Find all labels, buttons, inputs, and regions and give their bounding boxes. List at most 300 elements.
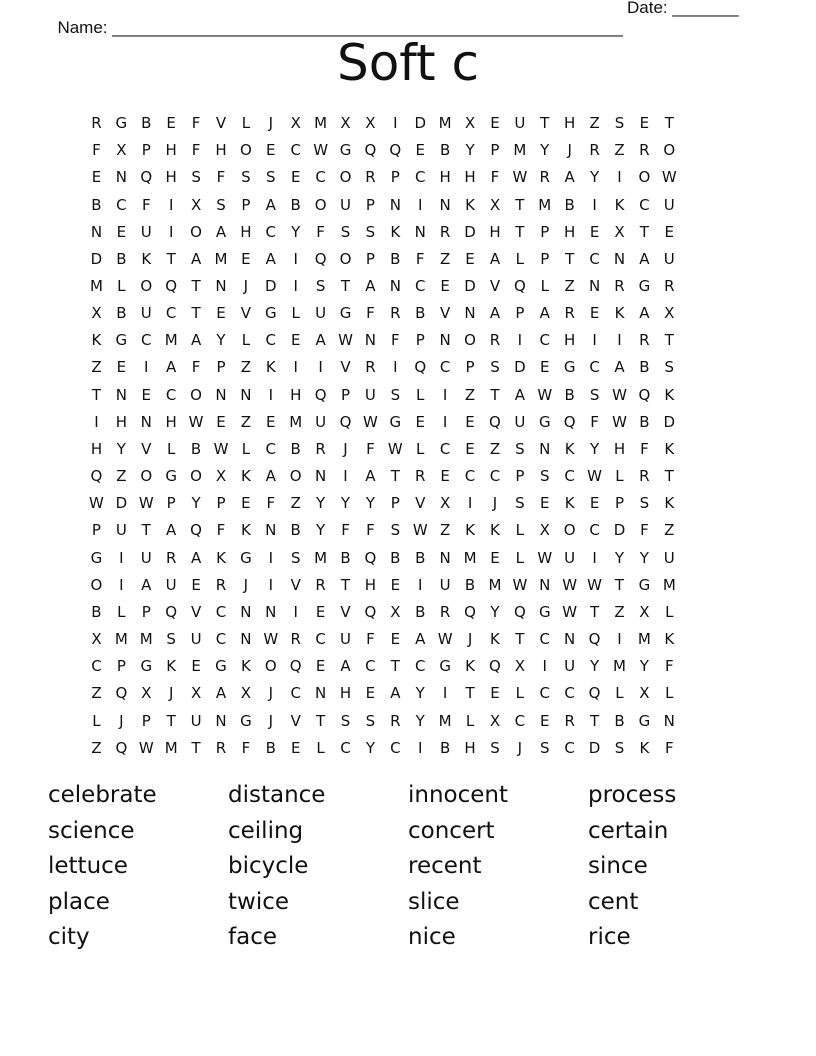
grid-letter: Q: [115, 738, 128, 757]
grid-letter: G: [140, 657, 153, 676]
grid-letter: N: [414, 222, 426, 241]
grid-letter: U: [340, 195, 351, 214]
grid-letter: V: [415, 494, 426, 513]
grid-letter: B: [190, 439, 202, 458]
grid-letter: M: [513, 141, 527, 160]
grid-letter: J: [119, 711, 124, 730]
grid-letter: Q: [364, 602, 377, 621]
grid-letter: B: [141, 114, 152, 133]
grid-letter: E: [365, 684, 376, 703]
grid-letter: I: [268, 548, 274, 567]
grid-letter: C: [539, 630, 550, 649]
grid-letter: T: [515, 222, 525, 241]
grid-letter: Q: [314, 385, 327, 404]
grid-letter: F: [366, 439, 375, 458]
grid-letter: A: [564, 168, 575, 187]
grid-letter: P: [116, 657, 126, 676]
grid-letter: R: [415, 467, 426, 486]
grid-letter: I: [393, 358, 398, 377]
grid-letter: O: [264, 657, 277, 676]
grid-letter: N: [439, 195, 451, 214]
grid-letter: X: [141, 684, 152, 703]
grid-letter: J: [168, 684, 174, 703]
grid-letter: F: [640, 439, 649, 458]
grid-letter: L: [166, 439, 176, 458]
grid-row: [84, 219, 732, 246]
grid-letter: K: [614, 304, 625, 323]
grid-letter: C: [315, 168, 326, 187]
grid-letter: U: [439, 575, 451, 594]
grid-letter: S: [515, 439, 525, 458]
grid-letter: M: [637, 630, 651, 649]
grid-letter: X: [639, 602, 650, 621]
grid-letter: H: [240, 222, 252, 241]
grid-letter: B: [439, 141, 451, 160]
grid-letter: R: [390, 304, 401, 323]
grid-letter: B: [415, 304, 426, 323]
grid-letter: C: [215, 630, 227, 649]
grid-row: [84, 572, 732, 599]
grid-letter: S: [639, 494, 650, 513]
grid-letter: B: [290, 439, 301, 458]
grid-letter: A: [166, 358, 177, 377]
grid-letter: A: [215, 684, 227, 703]
grid-letter: P: [390, 168, 400, 187]
grid-letter: K: [564, 494, 575, 513]
grid-letter: J: [243, 277, 249, 296]
grid-letter: C: [589, 358, 600, 377]
grid-letter: W: [313, 141, 329, 160]
grid-letter: H: [290, 385, 302, 404]
grid-letter: W: [138, 738, 154, 757]
grid-letter: O: [190, 222, 202, 241]
grid-letter: A: [639, 249, 650, 268]
grid-letter: K: [664, 630, 675, 649]
grid-letter: N: [140, 412, 152, 431]
grid-letter: G: [638, 575, 651, 594]
grid-letter: B: [91, 195, 102, 214]
grid-letter: B: [415, 548, 426, 567]
word-bank-item: science: [48, 817, 135, 844]
grid-letter: X: [116, 141, 127, 160]
grid-letter: E: [91, 168, 102, 187]
grid-letter: E: [540, 711, 550, 730]
grid-letter: E: [191, 657, 201, 676]
grid-letter: W: [338, 331, 353, 350]
grid-letter: R: [215, 738, 227, 757]
grid-letter: L: [416, 385, 425, 404]
grid-row: [84, 164, 732, 191]
grid-letter: E: [166, 114, 176, 133]
grid-letter: E: [216, 304, 226, 323]
grid-letter: S: [390, 521, 401, 540]
grid-letter: S: [191, 168, 201, 187]
grid-letter: I: [542, 657, 547, 676]
grid-letter: C: [290, 141, 301, 160]
grid-letter: D: [588, 738, 601, 757]
grid-row: [84, 599, 732, 626]
grid-letter: I: [168, 222, 174, 241]
grid-letter: B: [639, 358, 650, 377]
grid-letter: T: [540, 114, 550, 133]
grid-letter: A: [265, 249, 276, 268]
grid-letter: W: [89, 494, 104, 513]
grid-letter: N: [389, 277, 401, 296]
grid-row: [84, 246, 732, 273]
grid-letter: Z: [440, 521, 451, 540]
grid-letter: H: [364, 575, 377, 594]
grid-letter: K: [490, 521, 500, 540]
grid-letter: I: [617, 168, 622, 187]
grid-letter: S: [365, 711, 376, 730]
grid-letter: Z: [614, 602, 625, 621]
grid-letter: G: [165, 467, 177, 486]
grid-letter: V: [290, 711, 301, 730]
grid-letter: B: [464, 575, 476, 594]
grid-letter: P: [490, 141, 500, 160]
grid-letter: G: [638, 277, 651, 296]
grid-letter: T: [191, 738, 201, 757]
grid-letter: S: [340, 222, 351, 241]
grid-letter: A: [340, 657, 351, 676]
grid-letter: F: [216, 168, 226, 187]
grid-letter: X: [290, 114, 301, 133]
grid-letter: K: [465, 657, 475, 676]
grid-letter: E: [465, 412, 475, 431]
grid-letter: C: [165, 385, 177, 404]
grid-letter: F: [640, 521, 649, 540]
grid-letter: Y: [415, 711, 425, 730]
grid-letter: X: [639, 684, 650, 703]
grid-letter: F: [366, 521, 375, 540]
grid-letter: I: [617, 331, 622, 350]
grid-letter: R: [365, 168, 376, 187]
grid-letter: I: [293, 602, 298, 621]
grid-letter: K: [465, 521, 475, 540]
grid-letter: M: [314, 548, 328, 567]
grid-letter: U: [315, 412, 327, 431]
grid-letter: E: [589, 304, 600, 323]
grid-letter: N: [240, 602, 252, 621]
grid-letter: M: [314, 114, 328, 133]
grid-letter: O: [140, 467, 153, 486]
grid-letter: C: [165, 304, 177, 323]
grid-letter: F: [216, 521, 226, 540]
grid-letter: M: [164, 738, 178, 757]
grid-letter: L: [615, 467, 624, 486]
grid-letter: K: [614, 195, 625, 214]
grid-letter: I: [517, 331, 523, 350]
grid-letter: E: [540, 358, 550, 377]
grid-letter: E: [465, 249, 475, 268]
grid-letter: A: [489, 249, 501, 268]
grid-letter: Q: [638, 385, 651, 404]
grid-letter: W: [412, 521, 428, 540]
grid-letter: Z: [489, 439, 501, 458]
grid-letter: Q: [90, 467, 103, 486]
grid-letter: H: [339, 684, 352, 703]
grid-letter: U: [140, 222, 152, 241]
grid-letter: E: [290, 738, 301, 757]
grid-letter: K: [240, 521, 251, 540]
grid-letter: W: [263, 630, 279, 649]
grid-letter: Z: [116, 467, 127, 486]
grid-letter: F: [366, 630, 375, 649]
grid-letter: H: [464, 168, 476, 187]
grid-letter: O: [638, 168, 651, 187]
grid-letter: W: [213, 439, 229, 458]
grid-letter: M: [89, 277, 103, 296]
word-bank-item: certain: [588, 817, 669, 844]
grid-letter: U: [514, 114, 526, 133]
grid-letter: R: [614, 277, 625, 296]
grid-letter: E: [589, 494, 600, 513]
grid-letter: W: [587, 467, 602, 486]
grid-letter: P: [141, 141, 151, 160]
grid-letter: N: [564, 630, 576, 649]
grid-letter: Z: [464, 385, 476, 404]
grid-letter: Z: [240, 358, 252, 377]
grid-letter: D: [613, 521, 626, 540]
grid-letter: V: [440, 304, 451, 323]
grid-letter: P: [241, 195, 251, 214]
grid-letter: E: [465, 439, 475, 458]
grid-letter: X: [390, 602, 401, 621]
grid-letter: H: [489, 222, 501, 241]
grid-letter: F: [415, 249, 425, 268]
grid-letter: W: [537, 385, 553, 404]
grid-letter: I: [119, 575, 124, 594]
grid-letter: H: [165, 168, 177, 187]
grid-letter: O: [563, 521, 576, 540]
grid-letter: W: [138, 494, 154, 513]
grid-letter: C: [564, 738, 575, 757]
name-field-label: Name: ______________________________________________________: [57, 18, 623, 37]
grid-letter: U: [364, 385, 376, 404]
grid-letter: Y: [340, 494, 351, 513]
grid-letter: J: [343, 439, 348, 458]
grid-letter: F: [241, 738, 251, 757]
grid-letter: P: [91, 521, 101, 540]
grid-letter: H: [613, 439, 626, 458]
grid-letter: U: [140, 304, 152, 323]
grid-row: [84, 463, 732, 490]
grid-letter: T: [191, 277, 201, 296]
grid-letter: X: [489, 195, 501, 214]
grid-letter: H: [115, 412, 127, 431]
grid-letter: K: [240, 467, 251, 486]
grid-letter: H: [564, 331, 576, 350]
grid-letter: Y: [589, 439, 600, 458]
grid-letter: F: [266, 494, 276, 513]
grid-letter: K: [390, 222, 401, 241]
grid-letter: E: [415, 141, 425, 160]
grid-letter: Q: [563, 412, 576, 431]
grid-letter: S: [266, 168, 276, 187]
grid-letter: R: [564, 304, 575, 323]
grid-letter: Q: [364, 548, 377, 567]
grid-letter: I: [442, 684, 448, 703]
grid-letter: P: [390, 494, 400, 513]
grid-letter: S: [390, 385, 401, 404]
grid-letter: W: [562, 575, 578, 594]
grid-letter: K: [141, 249, 152, 268]
word-bank-item: process: [588, 782, 677, 808]
grid-letter: I: [592, 195, 597, 214]
grid-letter: K: [465, 195, 475, 214]
grid-letter: Z: [91, 358, 102, 377]
grid-row: [84, 707, 732, 734]
grid-row: [84, 137, 732, 164]
grid-letter: E: [664, 222, 675, 241]
grid-letter: Q: [140, 168, 153, 187]
grid-letter: L: [241, 331, 251, 350]
grid-letter: T: [614, 575, 625, 594]
grid-letter: X: [489, 711, 501, 730]
grid-letter: Q: [389, 141, 402, 160]
grid-row: [84, 653, 732, 680]
grid-letter: R: [365, 358, 376, 377]
grid-row: [84, 300, 732, 327]
grid-letter: T: [515, 195, 525, 214]
grid-letter: B: [265, 738, 276, 757]
grid-letter: T: [390, 467, 400, 486]
grid-letter: W: [512, 168, 528, 187]
grid-letter: S: [490, 358, 500, 377]
grid-letter: Y: [614, 548, 625, 567]
grid-letter: L: [241, 114, 251, 133]
page-title: Soft c: [336, 34, 480, 92]
grid-letter: Y: [589, 657, 600, 676]
grid-letter: E: [540, 494, 550, 513]
grid-letter: W: [188, 412, 204, 431]
grid-letter: F: [191, 114, 201, 133]
grid-letter: T: [589, 711, 600, 730]
grid-letter: D: [663, 412, 676, 431]
grid-letter: O: [190, 385, 202, 404]
grid-letter: E: [490, 114, 500, 133]
grid-row: [84, 327, 732, 354]
grid-letter: S: [315, 277, 326, 296]
grid-letter: Y: [639, 548, 649, 567]
grid-letter: T: [565, 249, 575, 268]
grid-letter: Q: [588, 630, 601, 649]
grid-letter: H: [215, 141, 227, 160]
grid-letter: X: [365, 114, 376, 133]
grid-letter: F: [191, 141, 201, 160]
grid-letter: I: [418, 738, 423, 757]
grid-letter: K: [564, 439, 575, 458]
grid-letter: S: [490, 738, 500, 757]
grid-letter: B: [390, 548, 401, 567]
grid-letter: A: [539, 304, 550, 323]
grid-letter: G: [339, 141, 352, 160]
grid-letter: Y: [216, 331, 226, 350]
grid-letter: R: [639, 467, 650, 486]
grid-letter: K: [490, 630, 500, 649]
word-bank-item: nice: [408, 924, 456, 951]
grid-letter: N: [240, 385, 252, 404]
grid-letter: C: [464, 467, 476, 486]
grid-letter: E: [241, 494, 251, 513]
grid-letter: A: [614, 358, 625, 377]
grid-letter: O: [314, 195, 327, 214]
grid-letter: Z: [240, 412, 252, 431]
grid-letter: Z: [91, 684, 102, 703]
grid-letter: E: [390, 575, 401, 594]
grid-letter: T: [639, 222, 649, 241]
grid-letter: I: [442, 385, 448, 404]
grid-letter: Y: [316, 494, 326, 513]
grid-letter: G: [240, 548, 252, 567]
grid-letter: B: [290, 195, 301, 214]
grid-letter: R: [290, 630, 301, 649]
word-bank-item: distance: [228, 782, 326, 808]
grid-row: [84, 735, 732, 762]
grid-letter: O: [140, 277, 153, 296]
grid-letter: A: [265, 467, 276, 486]
grid-letter: B: [91, 602, 102, 621]
grid-letter: X: [240, 684, 252, 703]
grid-letter: O: [239, 141, 252, 160]
grid-letter: A: [489, 304, 501, 323]
grid-letter: C: [390, 738, 401, 757]
grid-row: [84, 680, 732, 707]
grid-letter: P: [614, 494, 624, 513]
grid-letter: O: [339, 249, 352, 268]
grid-letter: R: [439, 602, 451, 621]
grid-letter: O: [339, 168, 352, 187]
grid-letter: V: [240, 304, 252, 323]
grid-letter: K: [664, 439, 675, 458]
grid-letter: I: [268, 385, 274, 404]
grid-letter: W: [437, 630, 453, 649]
grid-letter: Z: [91, 738, 102, 757]
grid-letter: L: [515, 249, 525, 268]
grid-letter: V: [215, 114, 227, 133]
grid-letter: N: [215, 385, 227, 404]
grid-letter: S: [290, 548, 301, 567]
grid-row: [84, 436, 732, 463]
grid-letter: H: [165, 141, 177, 160]
grid-letter: L: [665, 684, 674, 703]
grid-letter: Y: [365, 738, 375, 757]
word-bank-item: concert: [408, 817, 495, 844]
grid-letter: I: [293, 277, 298, 296]
grid-letter: M: [164, 331, 178, 350]
grid-row: [84, 517, 732, 544]
grid-letter: X: [539, 521, 550, 540]
grid-letter: N: [215, 711, 227, 730]
grid-letter: X: [340, 114, 351, 133]
grid-letter: G: [215, 657, 227, 676]
grid-letter: Z: [440, 249, 451, 268]
grid-letter: N: [314, 467, 327, 486]
grid-letter: G: [538, 602, 551, 621]
grid-row: [84, 545, 732, 572]
grid-letter: I: [592, 331, 597, 350]
grid-letter: R: [165, 548, 177, 567]
grid-letter: E: [315, 602, 326, 621]
grid-row: [84, 273, 732, 300]
grid-letter: U: [514, 412, 526, 431]
grid-letter: N: [539, 439, 551, 458]
grid-letter: Q: [489, 412, 501, 431]
grid-letter: L: [316, 738, 325, 757]
grid-letter: A: [265, 195, 276, 214]
grid-letter: P: [166, 494, 176, 513]
grid-letter: D: [90, 249, 103, 268]
